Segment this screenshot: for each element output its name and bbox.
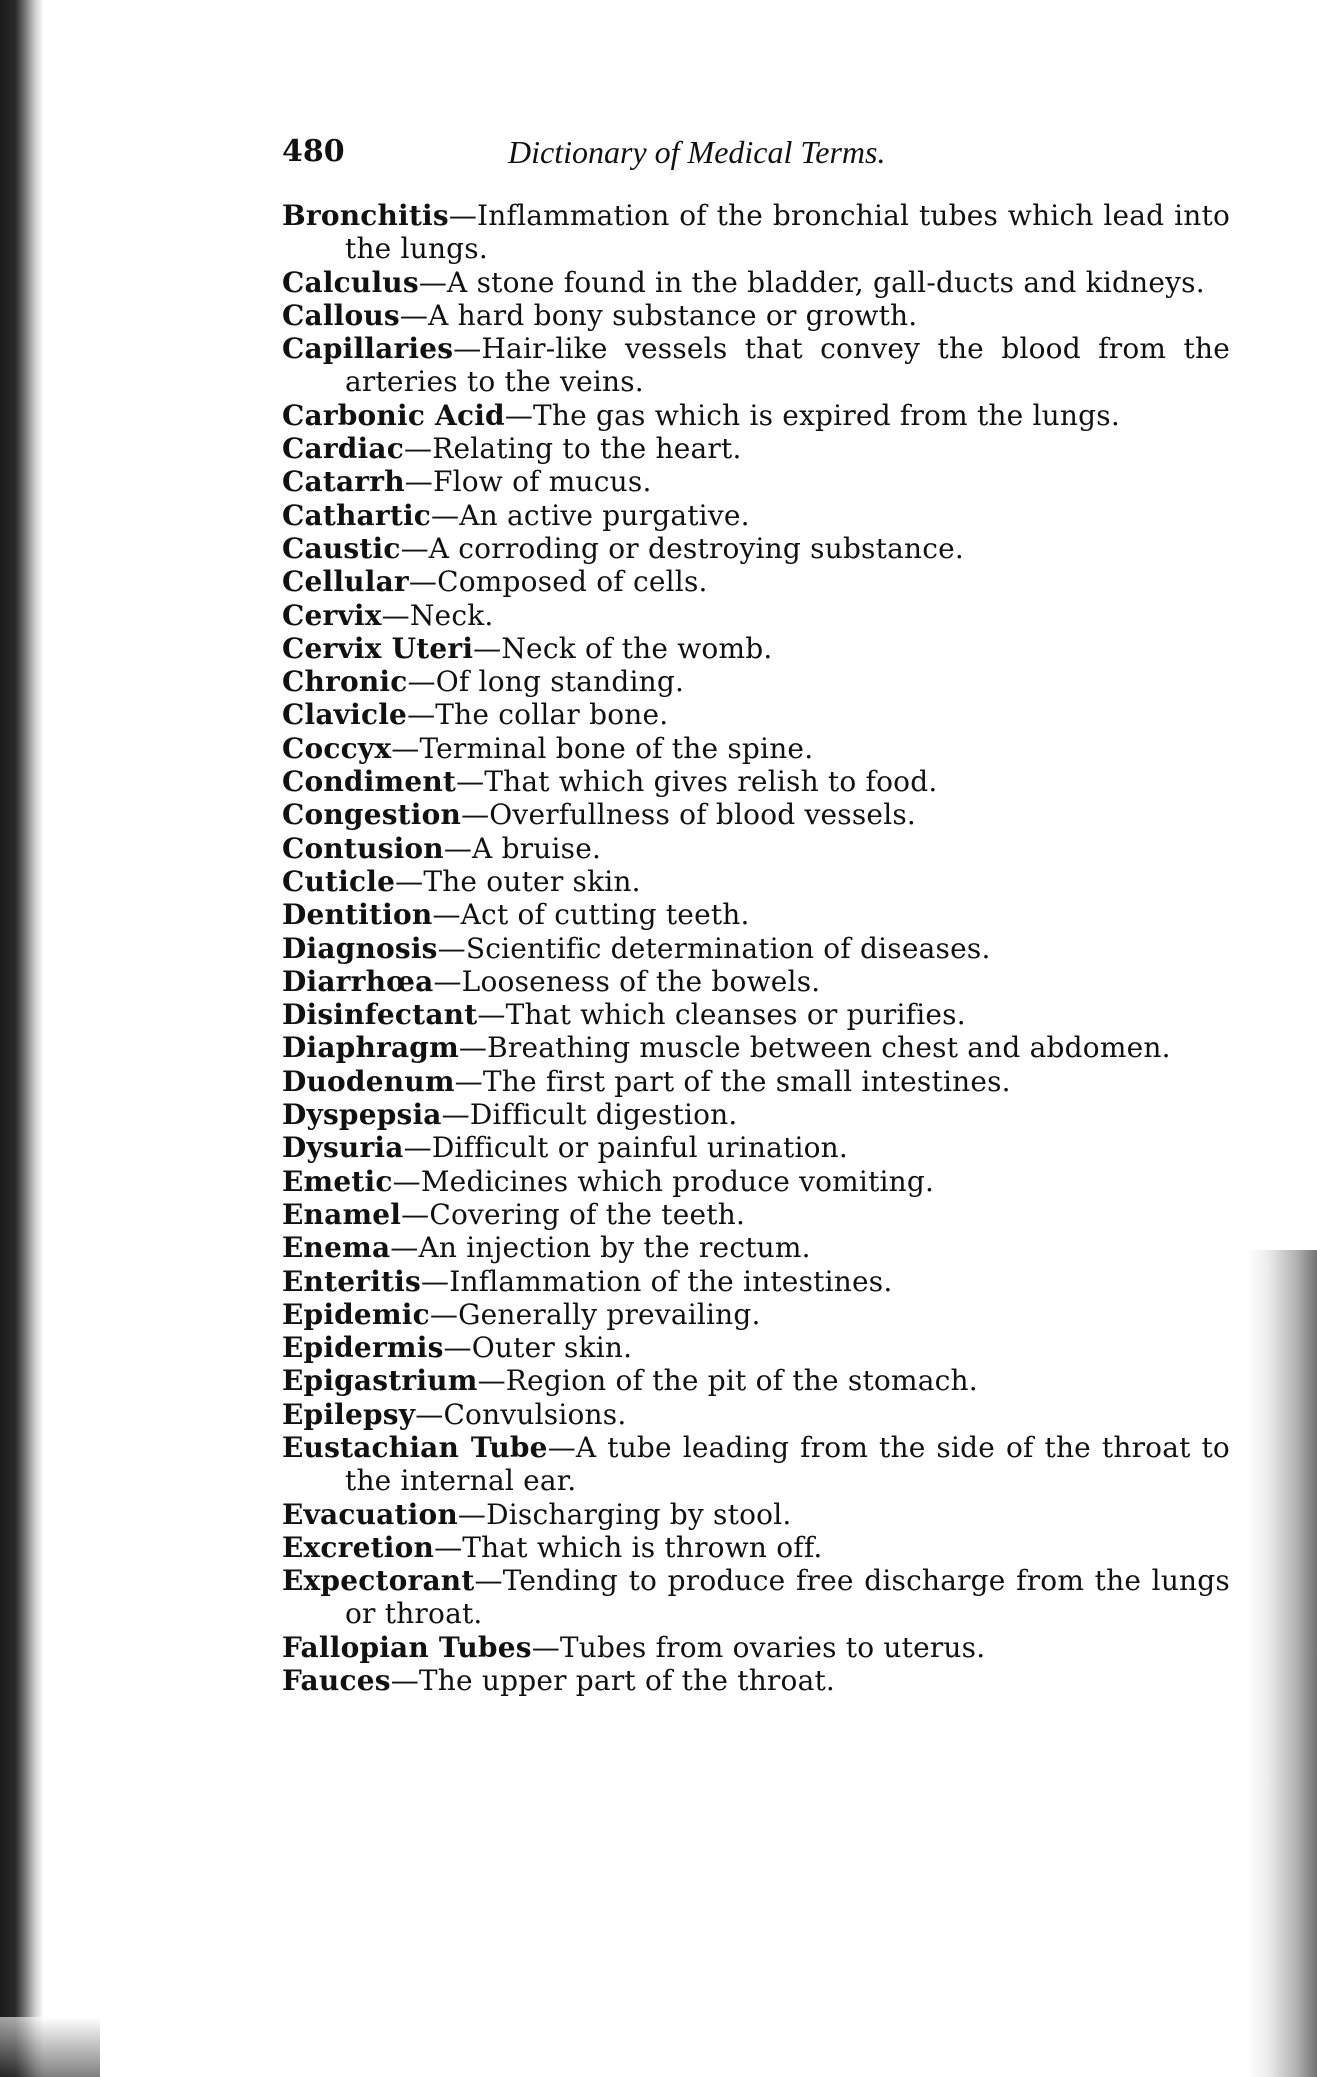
entry-definition: Looseness of the bowels. — [461, 964, 821, 998]
em-dash-separator — [461, 798, 489, 831]
entry-term: Dysuria — [282, 1131, 404, 1165]
em-dash-separator — [478, 1364, 506, 1397]
dictionary-entry — [282, 1265, 1230, 1298]
entry-definition: Region of the pit of the stomach. — [505, 1364, 978, 1398]
entry-term: Cervix Uteri — [282, 631, 474, 665]
entry-term: Clavicle — [282, 698, 408, 732]
entry-term: Bronchitis — [282, 199, 449, 232]
em-dash-separator — [401, 1198, 429, 1231]
page-edge-shadow-left — [0, 0, 44, 2077]
dictionary-entry — [282, 1631, 1230, 1664]
em-dash-separator — [477, 998, 505, 1031]
em-dash-separator — [391, 1664, 419, 1697]
entry-definition: A bruise. — [472, 831, 602, 865]
entry-term: Cuticle — [282, 864, 396, 898]
entry-definition: Of long standing. — [435, 665, 685, 699]
dictionary-entry — [282, 965, 1230, 998]
em-dash-separator — [548, 1431, 576, 1464]
em-dash-separator — [458, 1498, 486, 1531]
dictionary-entry — [282, 1131, 1230, 1164]
entry-term: Duodenum — [282, 1064, 455, 1098]
entry-definition: The outer skin. — [423, 864, 641, 898]
entry-term: Diagnosis — [282, 931, 438, 965]
entry-term: Callous — [282, 298, 400, 332]
entry-term: Condiment — [282, 765, 457, 799]
entry-term: Cervix — [282, 598, 382, 632]
dictionary-entry — [282, 1165, 1230, 1198]
dictionary-entry — [282, 832, 1230, 865]
em-dash-separator — [444, 1331, 472, 1364]
dictionary-entry — [282, 532, 1230, 565]
entry-term: Dyspepsia — [282, 1098, 442, 1132]
entry-definition: Tending to produce free discharge from the lungs or throat. — [345, 1564, 1230, 1631]
entry-definition: Hair-like vessels that convey the blood from the arteries to the veins. — [345, 332, 1230, 399]
dictionary-entry — [282, 665, 1230, 698]
dictionary-entry — [282, 1564, 1230, 1631]
running-head: Dictionary of Medical Terms. — [508, 134, 886, 170]
entry-term: Epigastrium — [282, 1364, 478, 1398]
em-dash-separator — [434, 1531, 462, 1564]
em-dash-separator — [474, 1564, 502, 1597]
em-dash-separator — [431, 499, 459, 532]
entry-definition: Generally prevailing. — [458, 1297, 761, 1331]
dictionary-entry — [282, 898, 1230, 931]
entry-definition: A hard bony substance or growth. — [428, 298, 918, 332]
dictionary-entry-list — [282, 199, 1230, 1697]
entry-definition: Overfullness of blood vessels. — [489, 798, 917, 832]
entry-term: Capillaries — [282, 332, 454, 366]
entry-definition: The gas which is expired from the lungs. — [533, 398, 1120, 432]
em-dash-separator — [453, 332, 481, 365]
entry-definition: Discharging by stool. — [486, 1497, 792, 1531]
dictionary-entry — [282, 565, 1230, 598]
dictionary-entry — [282, 1098, 1230, 1131]
dictionary-entry — [282, 932, 1230, 965]
entry-definition: Terminal bone of the spine. — [419, 731, 814, 765]
em-dash-separator — [382, 599, 410, 632]
entry-term: Diarrhœa — [282, 964, 434, 998]
em-dash-separator — [404, 432, 432, 465]
entry-definition: Difficult or painful urination. — [431, 1131, 849, 1165]
dictionary-entry — [282, 798, 1230, 831]
entry-term: Diaphragm — [282, 1031, 459, 1065]
entry-definition: That which gives relish to food. — [484, 765, 938, 799]
entry-term: Enteritis — [282, 1264, 421, 1298]
em-dash-separator — [432, 898, 460, 931]
entry-definition: The first part of the small intestines. — [482, 1064, 1011, 1098]
entry-term: Contusion — [282, 831, 444, 865]
dictionary-entry — [282, 732, 1230, 765]
entry-definition: That which cleanses or purifies. — [505, 998, 966, 1032]
entry-term: Caustic — [282, 531, 401, 565]
dictionary-entry — [282, 266, 1230, 299]
dictionary-entry — [282, 765, 1230, 798]
page-number: 480 — [282, 134, 345, 169]
dictionary-entry — [282, 432, 1230, 465]
em-dash-separator — [505, 399, 533, 432]
dictionary-entry — [282, 1031, 1230, 1064]
entry-term: Chronic — [282, 665, 408, 699]
em-dash-separator — [459, 1031, 487, 1064]
em-dash-separator — [407, 698, 435, 731]
entry-term: Enema — [282, 1231, 391, 1265]
entry-term: Congestion — [282, 798, 462, 832]
entry-definition: A stone found in the bladder, gall-ducts and kidneys. — [447, 265, 1205, 299]
em-dash-separator — [419, 266, 447, 299]
em-dash-separator — [456, 765, 484, 798]
em-dash-separator — [391, 732, 419, 765]
dictionary-entry — [282, 499, 1230, 532]
entry-definition: Covering of the teeth. — [429, 1197, 746, 1231]
entry-definition: An injection by the rectum. — [418, 1231, 811, 1265]
em-dash-separator — [449, 199, 477, 232]
em-dash-separator — [442, 1098, 470, 1131]
em-dash-separator — [390, 1231, 418, 1264]
em-dash-separator — [409, 565, 437, 598]
em-dash-separator — [444, 832, 472, 865]
entry-definition: Difficult digestion. — [469, 1098, 738, 1132]
entry-definition: Flow of mucus. — [432, 465, 652, 499]
entry-term: Excretion — [282, 1530, 435, 1564]
dictionary-entry — [282, 1531, 1230, 1564]
entry-term: Catarrh — [282, 465, 405, 499]
dictionary-entry — [282, 599, 1230, 632]
page-edge-shadow-bottom — [0, 2017, 100, 2077]
entry-definition: Composed of cells. — [437, 565, 708, 599]
entry-term: Epidermis — [282, 1331, 444, 1365]
dictionary-entry — [282, 199, 1230, 266]
entry-term: Emetic — [282, 1164, 393, 1198]
dictionary-entry — [282, 1364, 1230, 1397]
em-dash-separator — [415, 1398, 443, 1431]
entry-term: Cathartic — [282, 498, 432, 532]
entry-term: Enamel — [282, 1197, 402, 1231]
entry-term: Fallopian Tubes — [282, 1630, 532, 1664]
dictionary-entry — [282, 332, 1230, 399]
entry-definition: A tube leading from the side of the throat to the internal ear. — [345, 1430, 1230, 1498]
entry-definition: Convulsions. — [443, 1397, 627, 1431]
entry-definition: Medicines which produce vomiting. — [420, 1164, 935, 1198]
entry-term: Dentition — [282, 898, 433, 932]
dictionary-entry — [282, 998, 1230, 1031]
dictionary-entry — [282, 1198, 1230, 1231]
entry-definition: The upper part of the throat. — [418, 1664, 836, 1698]
entry-definition: Act of cutting teeth. — [460, 898, 750, 932]
em-dash-separator — [405, 465, 433, 498]
em-dash-separator — [408, 665, 436, 698]
entry-definition: A corroding or destroying substance. — [428, 531, 964, 565]
entry-definition: That which is thrown off. — [462, 1530, 823, 1564]
entry-definition: Relating to the heart. — [432, 432, 742, 466]
entry-term: Disinfectant — [282, 998, 478, 1032]
entry-definition: Neck of the womb. — [501, 631, 773, 665]
page-edge-shadow-right — [1247, 1250, 1317, 2077]
em-dash-separator — [395, 865, 423, 898]
em-dash-separator — [404, 1131, 432, 1164]
em-dash-separator — [401, 532, 429, 565]
entry-term: Eustachian Tube — [282, 1430, 548, 1464]
entry-term: Epilepsy — [282, 1397, 416, 1431]
entry-definition: Scientific determination of diseases. — [465, 931, 991, 965]
dictionary-entry — [282, 399, 1230, 432]
dictionary-entry — [282, 1431, 1230, 1498]
dictionary-entry — [282, 1664, 1230, 1697]
dictionary-entry — [282, 698, 1230, 731]
entry-definition: An active purgative. — [459, 498, 750, 532]
em-dash-separator — [473, 632, 501, 665]
em-dash-separator — [532, 1631, 560, 1664]
entry-definition: Inflammation of the bronchial tubes which lead into the lungs. — [345, 199, 1230, 266]
entry-term: Expectorant — [282, 1564, 475, 1598]
em-dash-separator — [393, 1165, 421, 1198]
entry-term: Coccyx — [282, 731, 392, 765]
dictionary-entry — [282, 1298, 1230, 1331]
dictionary-entry — [282, 865, 1230, 898]
entry-definition: Tubes from ovaries to uterus. — [559, 1630, 986, 1664]
entry-definition: Outer skin. — [471, 1331, 633, 1365]
entry-definition: The collar bone. — [435, 698, 669, 732]
entry-term: Fauces — [282, 1664, 391, 1698]
em-dash-separator — [438, 932, 466, 965]
page-header — [282, 134, 1232, 178]
entry-term: Cellular — [282, 565, 409, 599]
entry-definition: Neck. — [409, 598, 494, 632]
entry-definition: Inflammation of the intestines. — [449, 1264, 893, 1298]
entry-term: Cardiac — [282, 432, 404, 466]
entry-term: Epidemic — [282, 1297, 430, 1331]
em-dash-separator — [455, 1065, 483, 1098]
entry-term: Evacuation — [282, 1497, 458, 1531]
dictionary-entry — [282, 465, 1230, 498]
em-dash-separator — [430, 1298, 458, 1331]
entry-term: Carbonic Acid — [282, 398, 505, 432]
dictionary-entry — [282, 1498, 1230, 1531]
entry-term: Calculus — [282, 265, 419, 299]
dictionary-entry — [282, 1331, 1230, 1364]
entry-definition: Breathing muscle between chest and abdomen. — [487, 1031, 1171, 1065]
dictionary-entry — [282, 299, 1230, 332]
dictionary-entry — [282, 1065, 1230, 1098]
dictionary-entry — [282, 1398, 1230, 1431]
dictionary-entry — [282, 632, 1230, 665]
dictionary-entry — [282, 1231, 1230, 1264]
em-dash-separator — [421, 1265, 449, 1298]
em-dash-separator — [433, 965, 461, 998]
em-dash-separator — [400, 299, 428, 332]
